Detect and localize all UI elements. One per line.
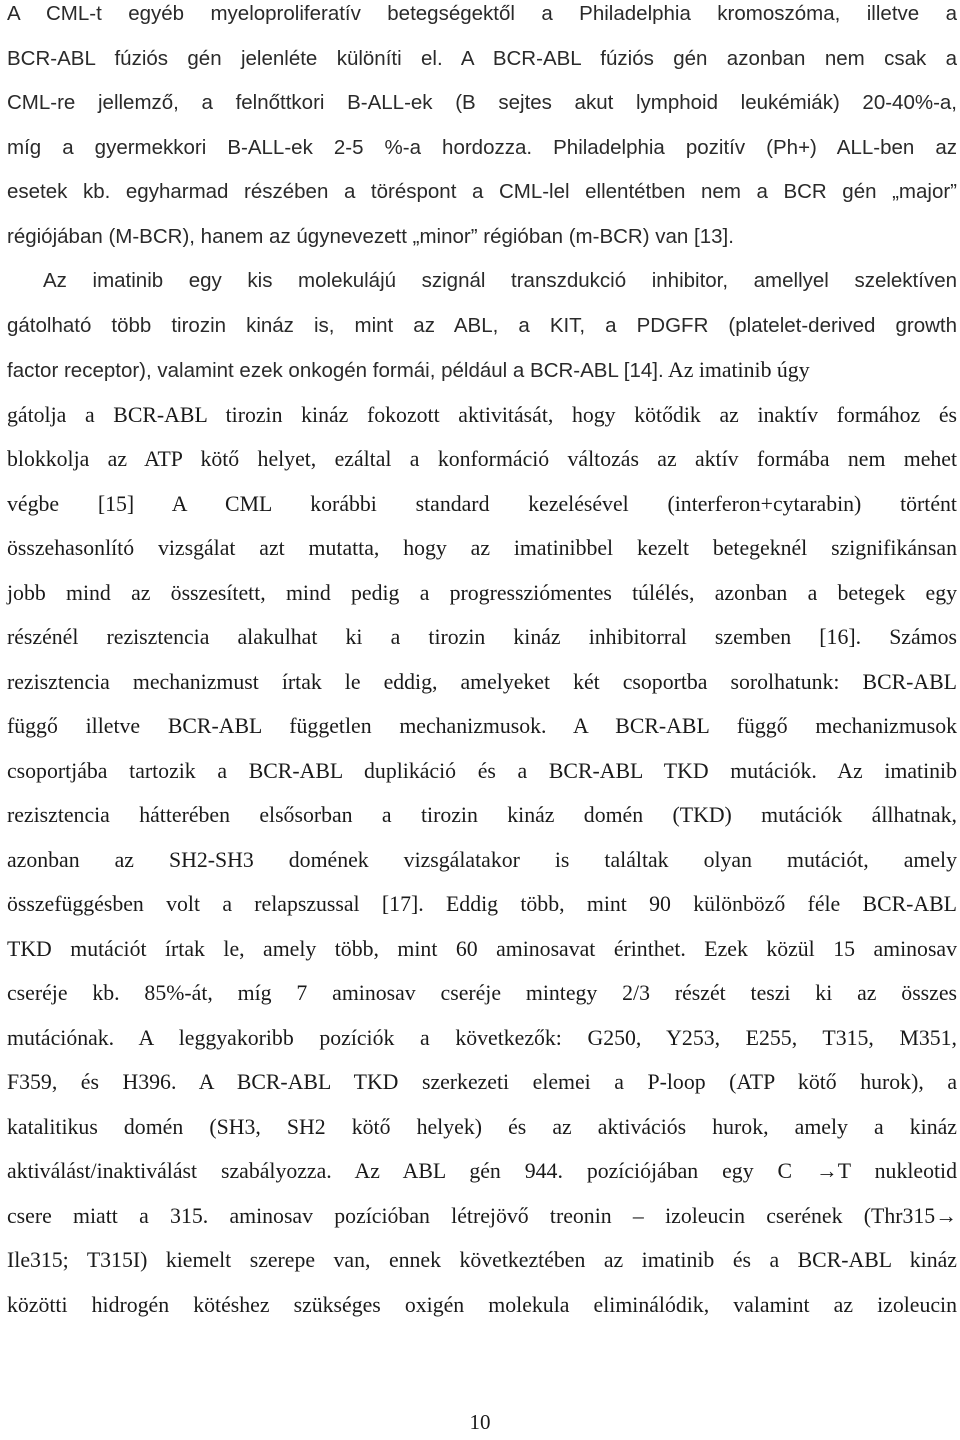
- text-line: míg a gyermekkori B-ALL-ek 2-5 %-a hordozza. Philadelphia pozitív (Ph+) ALL-ben az: [7, 135, 957, 159]
- text-line: gátolja a BCR-ABL tirozin kináz fokozott aktivitását, hogy kötődik az inaktív formához és: [7, 402, 957, 427]
- text-line: összehasonlító vizsgálat azt mutatta, hogy az imatinibbel kezelt betegeknél szignifikánsan: [7, 536, 957, 560]
- text-line: katalitikus domén (SH3, SH2 kötő helyek) és az aktivációs hurok, amely a kináz: [7, 1114, 957, 1139]
- text-line: BCR-ABL fúziós gén jelenléte különíti el. A BCR-ABL fúziós gén azonban nem csak a: [7, 46, 957, 70]
- text-line: rezisztencia hátterében elsősorban a tirozin kináz domén (TKD) mutációk állhatnak,: [7, 803, 957, 827]
- text-line: végbe [15] A CML korábbi standard kezelésével (interferon+cytarabin) történt: [7, 491, 957, 516]
- text-line: blokkolja az ATP kötő helyet, ezáltal a konformáció változás az aktív formába nem mehet: [7, 447, 957, 471]
- text-line: cseréje kb. 85%-át, míg 7 aminosav cseréje mintegy 2/3 részét teszi ki az összes: [7, 981, 957, 1005]
- text-span: factor receptor), valamint ezek onkogén formái, például a BCR-ABL [14].: [7, 359, 664, 382]
- text-line: csere miatt a 315. aminosav pozícióban létrejövő treonin – izoleucin cserének (Thr315→: [7, 1203, 957, 1228]
- text-line: régiójában (M-BCR), hanem az úgynevezett „minor” régióban (m-BCR) van [13].: [7, 224, 734, 248]
- text-line: részénél rezisztencia alakulhat ki a tirozin kináz inhibitorral szemben [16]. Számos: [7, 625, 957, 649]
- text-line: azonban az SH2-SH3 domének vizsgálatakor is találtak olyan mutációt, amely: [7, 847, 957, 872]
- text-line: F359, és H396. A BCR-ABL TKD szerkezeti elemei a P-loop (ATP kötő hurok), a: [7, 1070, 957, 1094]
- text-line: CML-re jellemző, a felnőttkori B-ALL-ek (B sejtes akut lymphoid leukémiák) 20-40%-a,: [7, 91, 957, 114]
- text-line: Ile315; T315I) kiemelt szerepe van, ennek következtében az imatinib és a BCR-ABL kináz: [7, 1248, 957, 1272]
- text-line: rezisztencia mechanizmust írtak le eddig, amelyeket két csoportba sorolhatunk: BCR-ABL: [7, 669, 957, 694]
- text-span: Az imatinib úgy: [663, 358, 810, 382]
- text-line: összefüggésben volt a relapszussal [17]. Eddig több, mint 90 különböző féle BCR-ABL: [7, 892, 957, 916]
- page-number: 10: [469, 1410, 491, 1434]
- text-line: függő illetve BCR-ABL független mechanizmusok. A BCR-ABL függő mechanizmusok: [7, 714, 957, 738]
- text-line: A CML-t egyéb myeloproliferatív betegségektől a Philadelphia kromoszóma, illetve a: [7, 2, 957, 25]
- text-line: jobb mind az összesített, mind pedig a progressziómentes túlélés, azonban a betegek egy: [7, 580, 957, 605]
- text-line: aktiválást/inaktiválást szabályozza. Az ABL gén 944. pozíciójában egy C →T nukleotid: [7, 1159, 957, 1183]
- text-line: közötti hidrogén kötéshez szükséges oxigén molekula eliminálódik, valamint az izoleucin: [7, 1292, 957, 1317]
- text-line: esetek kb. egyharmad részében a töréspont a CML-lel ellentétben nem a BCR gén „major”: [7, 180, 957, 203]
- text-line: csoportjába tartozik a BCR-ABL duplikáció és a BCR-ABL TKD mutációk. Az imatinib: [7, 758, 957, 783]
- text-line: TKD mutációt írtak le, amely több, mint 60 aminosavat érinthet. Ezek közül 15 aminosav: [7, 936, 957, 961]
- text-line: [7, 348, 957, 393]
- text-line: mutációnak. A leggyakoribb pozíciók a következők: G250, Y253, E255, T315, M351,: [7, 1025, 957, 1050]
- text-line: Az imatinib egy kis molekulájú szignál transzdukció inhibitor, amellyel szelektíven: [43, 269, 957, 292]
- text-line: gátolható több tirozin kináz is, mint az ABL, a KIT, a PDGFR (platelet-derived growth: [7, 313, 957, 337]
